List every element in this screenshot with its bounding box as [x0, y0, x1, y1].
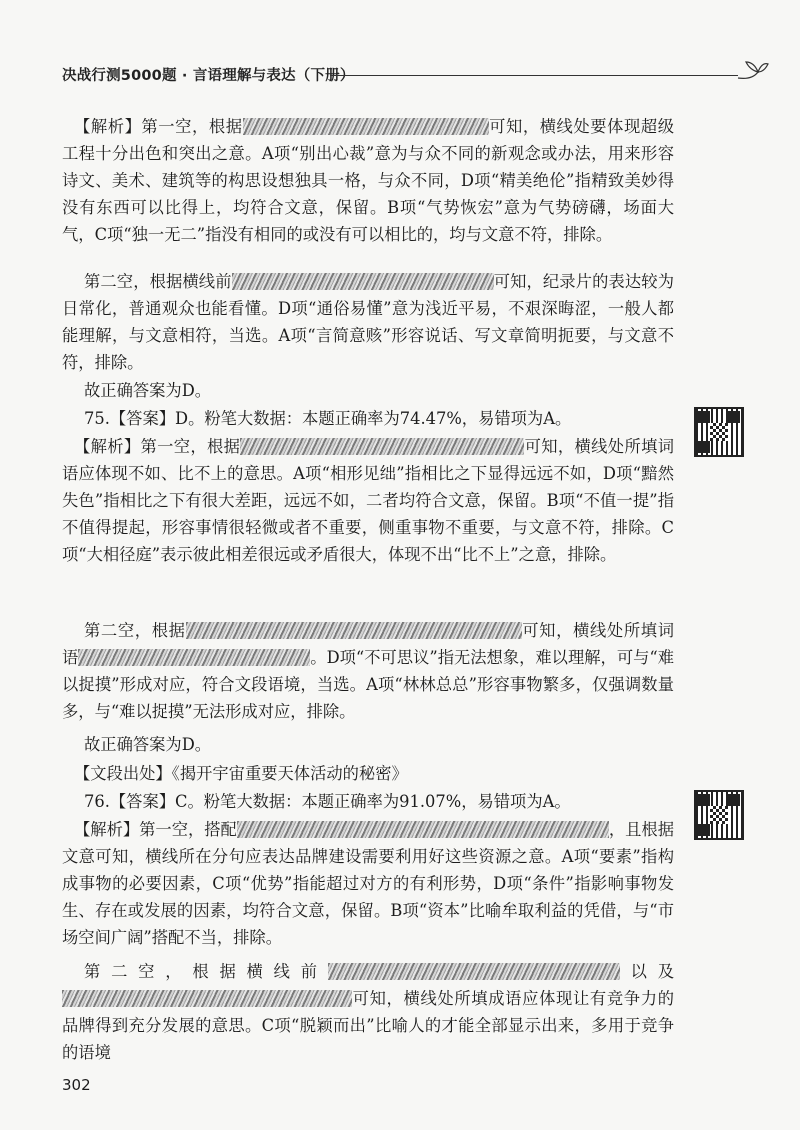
- analysis-paragraph: [62, 958, 674, 1066]
- text-segment: ，且根据文意可知，横线所在分句应表达品牌建设需要利用好这些资源之意。A项“要素”指构成事物的必要因素，C项“优势”指能超过对方的有利形势，D项“条件”指影响事物发生、存在或发展的因素，均符合文意，保留。B项“资本”比喻牟取利益的凭借，与“市场空间广阔”搭配不当，排除。: [62, 820, 674, 947]
- text-segment: 可知，横线处所填成语应体现让有竞争力的品牌得到充分发展的意思。C项“脱颖而出”比喻人的才能全部显示出来，多用于竞争的语境: [62, 989, 674, 1062]
- analysis-paragraph: [62, 268, 674, 376]
- redacted-text: [243, 118, 489, 135]
- answer-line: 76.【答案】C。粉笔大数据：本题正确率为91.07%，易错项为A。: [84, 792, 571, 811]
- text-segment: 。D项“不可思议”指无法想象，难以理解，可与“难以捉摸”形成对应，符合文段语境，当选。A项“林林总总”形容事物繁多，仅强调数量多，与“难以捉摸”无法形成对应，排除。: [62, 648, 674, 721]
- text-segment: 可知，横线处所填词语: [62, 621, 674, 667]
- text-segment: 可知，纪录片的表达较为日常化，普通观众也能看懂。D项“通俗易懂”意为浅近平易，不艰深晦涩，一般人都能理解，与文意相符，当选。A项“言简意赅”形容说话、写文章简明扼要，与文意不符，排除。: [62, 272, 674, 372]
- text-segment: 可知，横线处所填词语应体现不如、比不上的意思。A项“相形见绌”指相比之下显得远远不如，D项“黯然失色”指相比之下有很大差距，远远不如，二者均符合文意，保留。B项“不值一提”指不值得提起，形容事情很轻微或者不重要，侧重事物不重要，与文意不符，排除。C项“大相径庭”表示彼此相差很远或矛盾很大，体现不出“比不上”之意，排除。: [62, 437, 674, 564]
- analysis-paragraph: [62, 816, 674, 951]
- qr-code[interactable]: [694, 407, 744, 457]
- qr-code[interactable]: [694, 790, 744, 840]
- conclusion-line: 故正确答案为D。: [84, 735, 212, 754]
- conclusion-line: 故正确答案为D。: [84, 381, 212, 400]
- running-header: [62, 58, 752, 98]
- text-segment: 以及: [619, 962, 674, 981]
- text-segment: 第二空，根据横线前: [84, 272, 232, 291]
- sprout-icon: [734, 58, 770, 82]
- text-segment: 【解析】第一空，根据: [74, 117, 243, 136]
- answer-line: 75.【答案】D。粉笔大数据：本题正确率为74.47%，易错项为A。: [84, 409, 572, 428]
- header-rule: [330, 75, 738, 76]
- analysis-paragraph: [62, 113, 674, 248]
- page-number: 302: [62, 1076, 91, 1094]
- source-line: 【文段出处】《揭开宇宙重要天体活动的秘密》: [74, 764, 408, 783]
- redacted-text: [328, 963, 620, 980]
- text-segment: 【解析】第一空，搭配: [74, 820, 237, 839]
- redacted-text: [240, 438, 524, 455]
- redacted-text: [186, 622, 522, 639]
- text-segment: 可知，横线处要体现超级工程十分出色和突出之意。A项“别出心裁”意为与众不同的新观念或办法，用来形容诗文、美术、建筑等的构思设想独具一格，与众不同，D项“精美绝伦”指精致美妙得没有东西可以比得上，均符合文意，保留。B项“气势恢宏”意为气势磅礴，场面大气，C项“独一无二”指没有相同的或没有可以相比的，均与文意不符，排除。: [62, 117, 674, 244]
- text-segment: 【解析】第一空，根据: [74, 437, 241, 456]
- redacted-text: [232, 273, 494, 290]
- book-title: 决战行测5000题 · 言语理解与表达（下册）: [62, 68, 355, 84]
- analysis-paragraph: [62, 433, 674, 568]
- text-segment: 第二空，根据横线前: [84, 962, 328, 981]
- analysis-paragraph: [62, 617, 674, 725]
- redacted-text: [78, 649, 310, 666]
- redacted-text: [62, 990, 352, 1007]
- redacted-text: [237, 821, 609, 838]
- text-segment: 第二空，根据: [84, 621, 186, 640]
